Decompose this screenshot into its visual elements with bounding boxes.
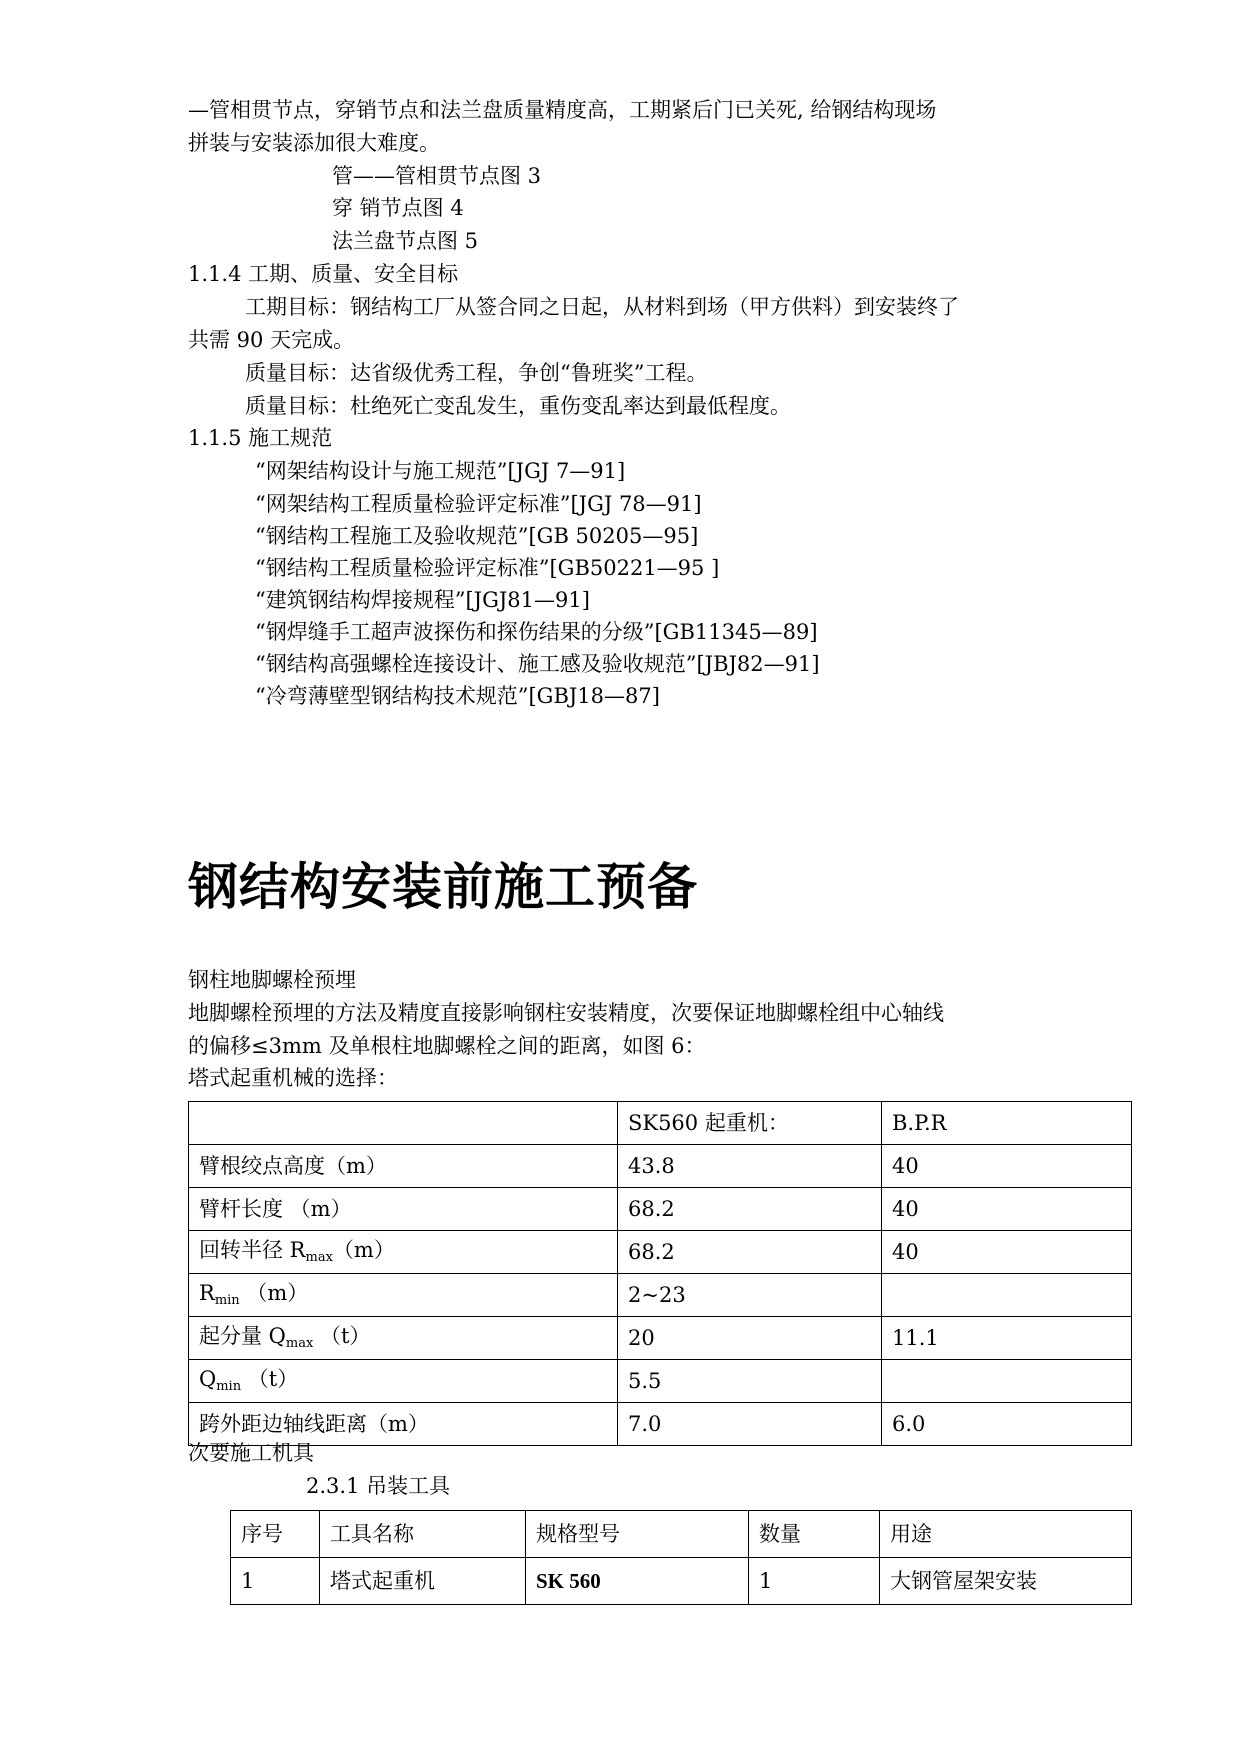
- table-row: [189, 1317, 1132, 1360]
- table-cell: 塔式起重机: [320, 1558, 526, 1605]
- table-cell: 1: [231, 1558, 320, 1605]
- schedule-goal-line-2: 共需 90 天完成。: [188, 328, 355, 352]
- table-cell: 40: [882, 1231, 1132, 1274]
- tools-sub-heading: 2.3.1 吊装工具: [306, 1474, 451, 1498]
- label-subscript: min: [214, 1293, 240, 1308]
- table-cell: 68.2: [618, 1231, 882, 1274]
- table-cell: 用途: [880, 1511, 1132, 1558]
- standard-item: “钢焊缝手工超声波探伤和探伤结果的分级”[GB11345—89]: [255, 620, 818, 644]
- table-cell: 规格型号: [526, 1511, 749, 1558]
- table-row: [189, 1145, 1132, 1188]
- label-unit: （m）: [332, 1238, 395, 1262]
- table-header-row: [231, 1511, 1132, 1558]
- label-subscript: min: [216, 1379, 242, 1394]
- schedule-goal-line-1: 工期目标：钢结构工厂从签合同之日起，从材料到场（甲方供料）到安装终了: [245, 295, 959, 319]
- table-row: [189, 1231, 1132, 1274]
- table-cell: 大钢管屋架安装: [880, 1558, 1132, 1605]
- table-cell: 7.0: [618, 1403, 882, 1446]
- tools-heading: 次要施工机具: [188, 1441, 314, 1465]
- anchor-line-2: 的偏移≤3mm 及单根柱地脚螺栓之间的距离，如图 6：: [188, 1034, 706, 1058]
- section-1-1-4-heading: 1.1.4 工期、质量、安全目标: [188, 262, 459, 286]
- table-cell: 数量: [749, 1511, 880, 1558]
- label-text: 回转半径 R: [199, 1238, 306, 1262]
- table-cell: 序号: [231, 1511, 320, 1558]
- table-cell: 20: [618, 1317, 882, 1360]
- label-unit: （t）: [241, 1367, 299, 1391]
- label-subscript: max: [305, 1250, 333, 1265]
- crane-spec-table: [188, 1101, 1132, 1446]
- label-text: Q: [199, 1367, 217, 1391]
- table-row: [189, 1274, 1132, 1317]
- anchor-line-1: 地脚螺栓预埋的方法及精度直接影响钢柱安装精度，次要保证地脚螺栓组中心轴线: [188, 1001, 944, 1025]
- table-header-row: [189, 1102, 1132, 1145]
- anchor-heading: 钢柱地脚螺栓预埋: [188, 968, 356, 992]
- standard-item: “建筑钢结构焊接规程”[JGJ81—91]: [255, 588, 590, 612]
- table-cell: B.P.R: [882, 1102, 1132, 1145]
- table-row: [189, 1403, 1132, 1446]
- standard-item: “网架结构工程质量检验评定标准”[JGJ 78—91]: [255, 492, 702, 516]
- quality-goal: 质量目标：达省级优秀工程，争创“鲁班奖”工程。: [245, 361, 708, 385]
- table-cell: 6.0: [882, 1403, 1132, 1446]
- table-cell: SK 560: [526, 1558, 749, 1605]
- table-cell: 臂杆长度 （m）: [189, 1188, 618, 1231]
- figure-ref-4: 穿 销节点图 4: [332, 196, 464, 220]
- table-cell: [882, 1360, 1132, 1403]
- label-subscript: max: [285, 1336, 314, 1351]
- label-text: 起分量 Q: [199, 1324, 286, 1348]
- table-cell: 1: [749, 1558, 880, 1605]
- label-text: R: [199, 1281, 215, 1305]
- figure-ref-5: 法兰盘节点图 5: [332, 229, 479, 253]
- standard-item: “钢结构工程质量检验评定标准”[GB50221—95 ]: [255, 556, 720, 580]
- label-unit: （m）: [239, 1281, 309, 1305]
- table-cell: 40: [882, 1145, 1132, 1188]
- standard-item: “网架结构设计与施工规范”[JGJ 7—91]: [255, 459, 626, 483]
- crane-selection-heading: 塔式起重机械的选择：: [188, 1066, 398, 1090]
- table-cell: 臂根绞点高度（m）: [189, 1145, 618, 1188]
- table-cell: [189, 1274, 618, 1317]
- table-cell: 5.5: [618, 1360, 882, 1403]
- table-cell: [189, 1231, 618, 1274]
- section-1-1-5-heading: 1.1.5 施工规范: [188, 426, 333, 450]
- table-cell: 43.8: [618, 1145, 882, 1188]
- figure-ref-3: 管——管相贯节点图 3: [332, 164, 542, 188]
- table-cell: [189, 1102, 618, 1145]
- table-row: [231, 1558, 1132, 1605]
- table-cell: 11.1: [882, 1317, 1132, 1360]
- table-cell: 40: [882, 1188, 1132, 1231]
- label-unit: （t）: [313, 1324, 371, 1348]
- lifting-tools-table: [230, 1510, 1132, 1605]
- table-cell: SK560 起重机：: [618, 1102, 882, 1145]
- intro-line-1: —管相贯节点，穿销节点和法兰盘质量精度高，工期紧后门已关死, 给钢结构现场: [188, 98, 937, 122]
- safety-goal: 质量目标：杜绝死亡变乱发生，重伤变乱率达到最低程度。: [245, 394, 791, 418]
- standard-item: “钢结构高强螺栓连接设计、施工感及验收规范”[JBJ82—91]: [255, 652, 820, 676]
- table-cell: [189, 1360, 618, 1403]
- table-cell: 跨外距边轴线距离（m）: [189, 1403, 618, 1446]
- chapter-title: 钢结构安装前施工预备: [188, 858, 698, 916]
- table-cell: 工具名称: [320, 1511, 526, 1558]
- table-cell: 68.2: [618, 1188, 882, 1231]
- table-cell: 2~23: [618, 1274, 882, 1317]
- standard-item: “钢结构工程施工及验收规范”[GB 50205—95]: [255, 524, 699, 548]
- table-cell: [882, 1274, 1132, 1317]
- table-row: [189, 1188, 1132, 1231]
- intro-line-2: 拼装与安装添加很大难度。: [188, 131, 440, 155]
- table-cell: [189, 1317, 618, 1360]
- table-row: [189, 1360, 1132, 1403]
- standard-item: “冷弯薄壁型钢结构技术规范”[GBJ18—87]: [255, 684, 660, 708]
